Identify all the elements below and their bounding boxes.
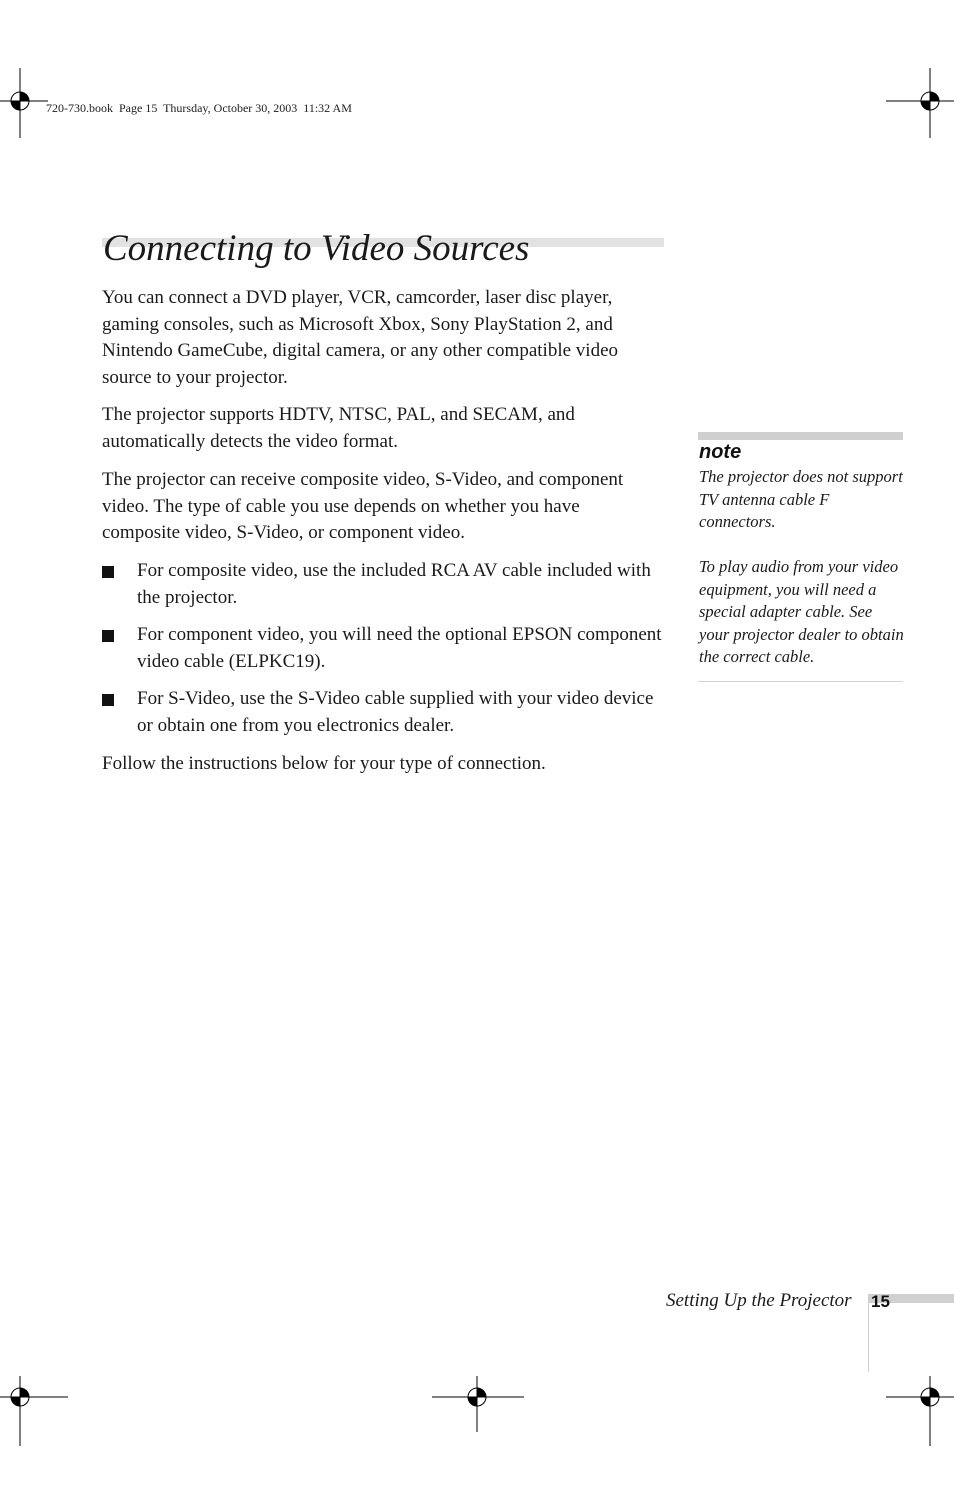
note-rule-bottom bbox=[698, 681, 903, 682]
registration-mark-top-right bbox=[886, 68, 954, 138]
bullet-square-icon bbox=[102, 694, 114, 706]
bullet-item bbox=[102, 558, 662, 611]
note-text: To play audio from your video equipment, you will need a special adapter cable. See your projector dealer to obtain the correct cable. bbox=[699, 557, 904, 666]
bullet-text: For S-Video, use the S-Video cable supplied with your video device or obtain one from you electronics dealer. bbox=[137, 688, 654, 736]
bullet-square-icon bbox=[102, 630, 114, 642]
bullet-text: For composite video, use the included RCA AV cable included with the projector. bbox=[137, 560, 651, 608]
footer-divider bbox=[868, 1294, 869, 1372]
note-heading: note bbox=[699, 441, 742, 463]
closing-paragraph: Follow the instructions below for your type of connection. bbox=[102, 753, 546, 774]
note-rule-top bbox=[698, 432, 903, 440]
intro-paragraph: You can connect a DVD player, VCR, camcorder, laser disc player, gaming consoles, such as Microsoft Xbox, Sony PlayStation 2, and Nintendo GameCube, digital camera, or any other compatible video source to your projector. bbox=[102, 287, 618, 388]
footer-section-title: Setting Up the Projector bbox=[666, 1290, 852, 1311]
bullet-square-icon bbox=[102, 566, 114, 578]
bullet-item bbox=[102, 622, 662, 675]
registration-mark-bottom-center bbox=[432, 1376, 524, 1432]
page-title: Connecting to Video Sources bbox=[103, 228, 530, 269]
print-slug: 720-730.book Page 15 Thursday, October 30, 2003 11:32 AM bbox=[46, 101, 352, 115]
bullet-item bbox=[102, 686, 662, 739]
page-number: 15 bbox=[871, 1292, 890, 1311]
registration-mark-bottom-left bbox=[0, 1376, 68, 1446]
note-text: The projector does not support TV antenna cable F connectors. bbox=[699, 467, 903, 531]
bullet-text: For component video, you will need the optional EPSON component video cable (ELPKC19). bbox=[137, 624, 662, 672]
cable-paragraph: The projector can receive composite video, S-Video, and component video. The type of cable you use depends on whether you have composite video, S-Video, or component video. bbox=[102, 469, 624, 543]
registration-mark-bottom-right bbox=[886, 1376, 954, 1446]
registration-mark-top-left bbox=[0, 68, 48, 138]
formats-paragraph: The projector supports HDTV, NTSC, PAL, and SECAM, and automatically detects the video format. bbox=[102, 404, 575, 452]
